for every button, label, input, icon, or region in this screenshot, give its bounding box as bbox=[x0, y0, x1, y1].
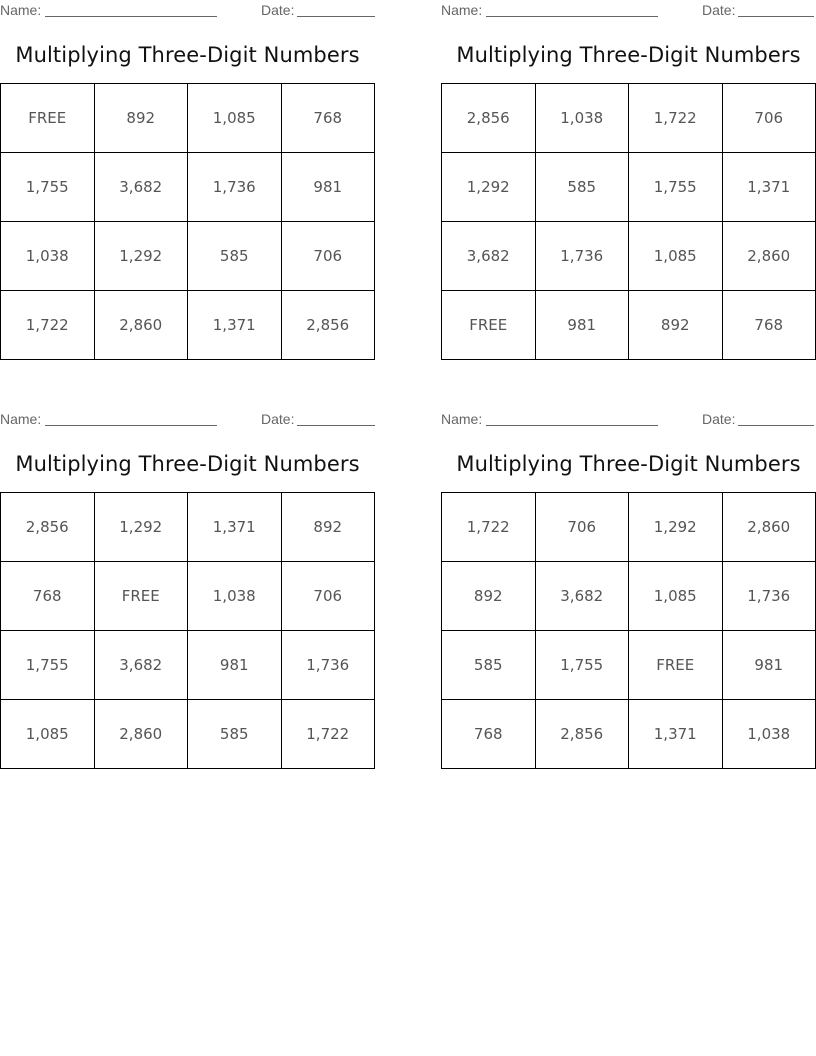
name-label: Name: bbox=[0, 2, 42, 18]
grid-cell[interactable]: 981 bbox=[535, 291, 629, 360]
grid-cell[interactable]: 585 bbox=[188, 222, 282, 291]
card-header bbox=[0, 0, 375, 22]
grid-cell[interactable]: FREE bbox=[1, 84, 95, 153]
grid-cell[interactable]: 1,722 bbox=[442, 493, 536, 562]
grid-row bbox=[442, 222, 816, 291]
grid-row bbox=[442, 562, 816, 631]
grid-cell[interactable]: 585 bbox=[188, 700, 282, 769]
grid-cell[interactable]: 1,038 bbox=[1, 222, 95, 291]
grid-cell[interactable]: 1,292 bbox=[629, 493, 723, 562]
grid-cell[interactable]: 1,722 bbox=[281, 700, 375, 769]
grid-cell[interactable]: 1,736 bbox=[188, 153, 282, 222]
grid-cell[interactable]: 2,860 bbox=[94, 700, 188, 769]
grid-cell[interactable]: 768 bbox=[1, 562, 95, 631]
grid-cell[interactable]: 2,860 bbox=[94, 291, 188, 360]
grid-cell[interactable]: 1,038 bbox=[722, 700, 816, 769]
grid-row bbox=[442, 493, 816, 562]
grid-cell[interactable]: 706 bbox=[281, 222, 375, 291]
grid-cell[interactable]: FREE bbox=[94, 562, 188, 631]
grid-cell[interactable]: 3,682 bbox=[442, 222, 536, 291]
grid-cell[interactable]: 892 bbox=[281, 493, 375, 562]
date-field-line[interactable] bbox=[297, 16, 375, 17]
grid-cell[interactable]: 1,038 bbox=[535, 84, 629, 153]
grid-cell[interactable]: 1,755 bbox=[629, 153, 723, 222]
bingo-grid bbox=[441, 83, 816, 360]
grid-cell[interactable]: 892 bbox=[442, 562, 536, 631]
grid-cell[interactable]: 3,682 bbox=[94, 631, 188, 700]
grid-row bbox=[1, 631, 375, 700]
grid-cell[interactable]: 1,722 bbox=[629, 84, 723, 153]
grid-row bbox=[442, 700, 816, 769]
grid-row bbox=[442, 631, 816, 700]
grid-cell[interactable]: 768 bbox=[281, 84, 375, 153]
date-label: Date: bbox=[702, 2, 736, 18]
card-title: Multiplying Three-Digit Numbers bbox=[15, 452, 360, 476]
grid-cell[interactable]: 1,292 bbox=[442, 153, 536, 222]
grid-cell[interactable]: 1,755 bbox=[1, 631, 95, 700]
grid-row bbox=[1, 84, 375, 153]
grid-cell[interactable]: 1,085 bbox=[1, 700, 95, 769]
grid-cell[interactable]: 3,682 bbox=[535, 562, 629, 631]
date-field-line[interactable] bbox=[738, 425, 814, 426]
bingo-card-2 bbox=[441, 0, 816, 334]
name-label: Name: bbox=[0, 411, 42, 427]
bingo-card-4 bbox=[441, 409, 816, 743]
grid-cell[interactable]: 2,860 bbox=[722, 222, 816, 291]
card-header bbox=[0, 409, 375, 431]
grid-cell[interactable]: 768 bbox=[442, 700, 536, 769]
name-field-line[interactable] bbox=[486, 16, 658, 17]
grid-cell[interactable]: FREE bbox=[442, 291, 536, 360]
bingo-grid bbox=[0, 83, 375, 360]
grid-cell[interactable]: 981 bbox=[281, 153, 375, 222]
grid-cell[interactable]: 1,736 bbox=[281, 631, 375, 700]
grid-row bbox=[442, 84, 816, 153]
grid-cell[interactable]: 1,292 bbox=[94, 222, 188, 291]
grid-cell[interactable]: 706 bbox=[722, 84, 816, 153]
grid-cell[interactable]: 1,085 bbox=[188, 84, 282, 153]
name-field-line[interactable] bbox=[45, 16, 217, 17]
grid-cell[interactable]: 1,085 bbox=[629, 222, 723, 291]
bingo-grid bbox=[0, 492, 375, 769]
grid-cell[interactable]: 981 bbox=[722, 631, 816, 700]
date-label: Date: bbox=[261, 2, 295, 18]
grid-cell[interactable]: 1,755 bbox=[1, 153, 95, 222]
grid-cell[interactable]: 1,722 bbox=[1, 291, 95, 360]
card-title: Multiplying Three-Digit Numbers bbox=[456, 452, 801, 476]
card-title: Multiplying Three-Digit Numbers bbox=[15, 43, 360, 67]
grid-cell[interactable]: 585 bbox=[442, 631, 536, 700]
name-field-line[interactable] bbox=[45, 425, 217, 426]
grid-cell[interactable]: 1,371 bbox=[188, 493, 282, 562]
grid-cell[interactable]: 1,038 bbox=[188, 562, 282, 631]
grid-cell[interactable]: 2,856 bbox=[1, 493, 95, 562]
date-label: Date: bbox=[261, 411, 295, 427]
grid-cell[interactable]: FREE bbox=[629, 631, 723, 700]
grid-cell[interactable]: 1,371 bbox=[722, 153, 816, 222]
grid-cell[interactable]: 892 bbox=[94, 84, 188, 153]
name-label: Name: bbox=[441, 411, 483, 427]
card-header bbox=[441, 0, 816, 22]
grid-row bbox=[1, 562, 375, 631]
name-label: Name: bbox=[441, 2, 483, 18]
bingo-grid bbox=[441, 492, 816, 769]
grid-row bbox=[442, 153, 816, 222]
grid-cell[interactable]: 1,371 bbox=[188, 291, 282, 360]
grid-cell[interactable]: 706 bbox=[535, 493, 629, 562]
grid-row bbox=[1, 493, 375, 562]
grid-cell[interactable]: 1,085 bbox=[629, 562, 723, 631]
grid-cell[interactable]: 892 bbox=[629, 291, 723, 360]
grid-row bbox=[1, 700, 375, 769]
grid-cell[interactable]: 1,371 bbox=[629, 700, 723, 769]
grid-row bbox=[1, 291, 375, 360]
grid-cell[interactable]: 1,755 bbox=[535, 631, 629, 700]
date-field-line[interactable] bbox=[738, 16, 814, 17]
grid-cell[interactable]: 1,736 bbox=[722, 562, 816, 631]
grid-row bbox=[1, 222, 375, 291]
date-label: Date: bbox=[702, 411, 736, 427]
grid-cell[interactable]: 2,856 bbox=[442, 84, 536, 153]
grid-cell[interactable]: 2,856 bbox=[535, 700, 629, 769]
grid-cell[interactable]: 1,736 bbox=[535, 222, 629, 291]
grid-cell[interactable]: 3,682 bbox=[94, 153, 188, 222]
card-header bbox=[441, 409, 816, 431]
bingo-card-3 bbox=[0, 409, 375, 743]
bingo-card-1 bbox=[0, 0, 375, 334]
grid-row bbox=[1, 153, 375, 222]
grid-row bbox=[442, 291, 816, 360]
grid-cell[interactable]: 2,856 bbox=[281, 291, 375, 360]
grid-cell[interactable]: 768 bbox=[722, 291, 816, 360]
grid-cell[interactable]: 2,860 bbox=[722, 493, 816, 562]
grid-cell[interactable]: 585 bbox=[535, 153, 629, 222]
grid-cell[interactable]: 981 bbox=[188, 631, 282, 700]
grid-cell[interactable]: 1,292 bbox=[94, 493, 188, 562]
date-field-line[interactable] bbox=[297, 425, 375, 426]
grid-cell[interactable]: 706 bbox=[281, 562, 375, 631]
name-field-line[interactable] bbox=[486, 425, 658, 426]
card-title: Multiplying Three-Digit Numbers bbox=[456, 43, 801, 67]
